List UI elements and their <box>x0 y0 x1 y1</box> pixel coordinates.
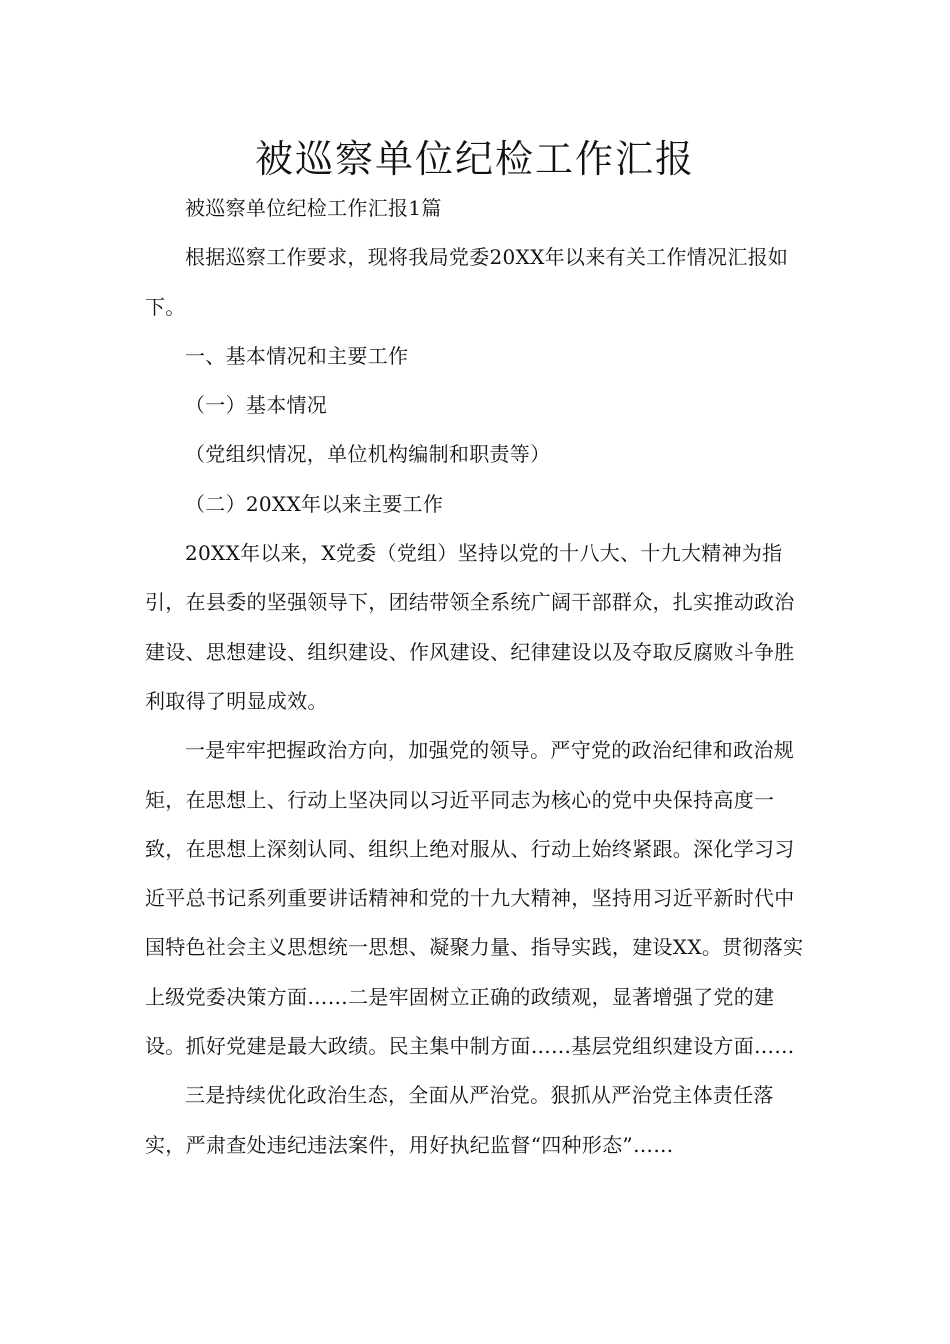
paragraph-subtitle: 被巡察单位纪检工作汇报1篇 <box>185 196 442 220</box>
subsection-heading-1: （一）基本情况 <box>185 393 328 418</box>
paragraph-basic-info: （党组织情况，单位机构编制和职责等） <box>185 442 551 467</box>
paragraph-point-1: 一是牢牢把握政治方向，加强党的领导。严守党的政治纪律和政治规矩，在思想上、行动上坚决同以习近平同志为核心的党中央保持高度一致，在思想上深刻认同、组织上绝对服从、行动上始终紧跟。深化学习习近平总书记系列重要讲话精神和党的十九大精神，坚持用习近平新时代中国特色社会主义思想统一思想、凝聚力量、指导实践，建设XX。贯彻落实上级党委决策方面……二是牢固树立正确的政绩观，显著增强了党的建设。抓好党建是最大政绩。民主集中制方面……基层党组织建设方面…… <box>145 738 804 1059</box>
paragraph-intro: 根据巡察工作要求，现将我局党委20XX年以来有关工作情况汇报如下。 <box>145 245 789 319</box>
document-title: 被巡察单位纪检工作汇报 <box>254 137 695 181</box>
subsection-heading-2: （二）20XX年以来主要工作 <box>185 491 444 516</box>
paragraph-point-3: 三是持续优化政治生态，全面从严治党。狠抓从严治党主体责任落实，严肃查处违纪违法案件，用好执纪监督“四种形态”…… <box>145 1083 774 1157</box>
document-body <box>145 184 810 1170</box>
paragraph-main-work: 20XX年以来，X党委（党组）坚持以党的十八大、十九大精神为指引，在县委的坚强领导下，团结带领全系统广阔干部群众，扎实推动政治建设、思想建设、组织建设、作风建设、纪律建设以及夺取反腐败斗争胜利取得了明显成效。 <box>145 541 795 713</box>
section-heading-1: 一、基本情况和主要工作 <box>185 343 409 368</box>
